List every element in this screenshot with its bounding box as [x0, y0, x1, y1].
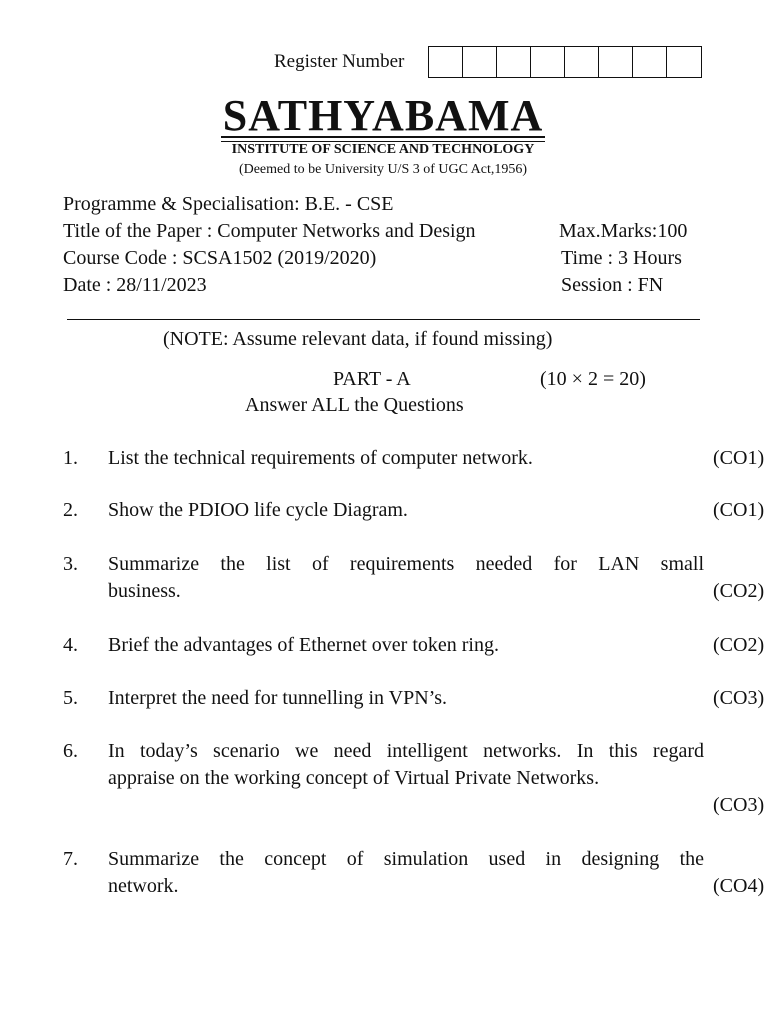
question-item: [108, 497, 765, 524]
course-outcome-tag: (CO3): [713, 687, 765, 709]
exam-date: Date : 28/11/2023: [63, 274, 207, 296]
register-digit-box[interactable]: [565, 47, 599, 77]
register-digit-box[interactable]: [633, 47, 667, 77]
register-digit-box[interactable]: [599, 47, 633, 77]
course-outcome-tag: (CO2): [713, 580, 765, 602]
part-title: PART - A: [333, 368, 411, 390]
register-digit-box[interactable]: [429, 47, 463, 77]
question-number: 3.: [63, 553, 78, 575]
question-number: 6.: [63, 740, 78, 762]
question-number: 1.: [63, 447, 78, 469]
max-marks: Max.Marks:100: [559, 220, 688, 242]
note-text: (NOTE: Assume relevant data, if found missing): [163, 328, 553, 350]
question-item: [108, 685, 765, 712]
question-text: List the technical requirements of computer network.: [108, 447, 533, 469]
question-item: [108, 445, 765, 472]
part-instruction: Answer ALL the Questions: [245, 394, 464, 416]
header-rule-thick: [221, 136, 545, 138]
course-code-line: Course Code : SCSA1502 (2019/2020): [63, 247, 377, 269]
question-text: Brief the advantages of Ethernet over token ring.: [108, 634, 499, 656]
question-number: 5.: [63, 687, 78, 709]
institution-deemed-note: (Deemed to be University U/S 3 of UGC Act,1956): [238, 162, 528, 177]
question-text-line: network.: [108, 875, 179, 897]
question-text-line: Summarize the list of requirements needed for LAN small: [108, 553, 704, 575]
question-item: [108, 632, 765, 659]
question-text-line: appraise on the working concept of Virtual Private Networks.: [108, 767, 600, 789]
register-number-label: Register Number: [274, 51, 405, 72]
programme-line: Programme & Specialisation: B.E. - CSE: [63, 193, 394, 215]
institution-subtitle: INSTITUTE OF SCIENCE AND TECHNOLOGY: [231, 142, 535, 157]
course-outcome-tag: (CO2): [713, 634, 765, 656]
register-digit-box[interactable]: [667, 47, 701, 77]
question-item: [108, 551, 765, 605]
question-number: 7.: [63, 848, 78, 870]
part-marks: (10 × 2 = 20): [540, 368, 646, 390]
register-digit-box[interactable]: [497, 47, 531, 77]
course-outcome-tag: (CO3): [713, 794, 765, 816]
course-outcome-tag: (CO1): [713, 499, 765, 521]
register-number-boxes[interactable]: [428, 46, 702, 78]
question-number: 4.: [63, 634, 78, 656]
register-digit-box[interactable]: [463, 47, 497, 77]
register-digit-box[interactable]: [531, 47, 565, 77]
institution-name: SATHYABAMA: [222, 91, 544, 140]
question-text-line: In today’s scenario we need intelligent networks. In this regard: [108, 740, 704, 762]
question-text: Interpret the need for tunnelling in VPN’s.: [108, 687, 448, 709]
question-text-line: Summarize the concept of simulation used in designing the: [108, 848, 704, 870]
question-text: Show the PDIOO life cycle Diagram.: [108, 499, 408, 521]
paper-title-line: Title of the Paper : Computer Networks and Design: [63, 220, 476, 242]
exam-session: Session : FN: [561, 274, 664, 296]
question-item: [108, 738, 765, 816]
separator-line: [67, 319, 700, 320]
exam-time: Time : 3 Hours: [561, 247, 682, 269]
question-item: [108, 846, 765, 900]
question-number: 2.: [63, 499, 78, 521]
course-outcome-tag: (CO4): [713, 875, 765, 897]
question-text-line: business.: [108, 580, 181, 602]
course-outcome-tag: (CO1): [713, 447, 765, 469]
